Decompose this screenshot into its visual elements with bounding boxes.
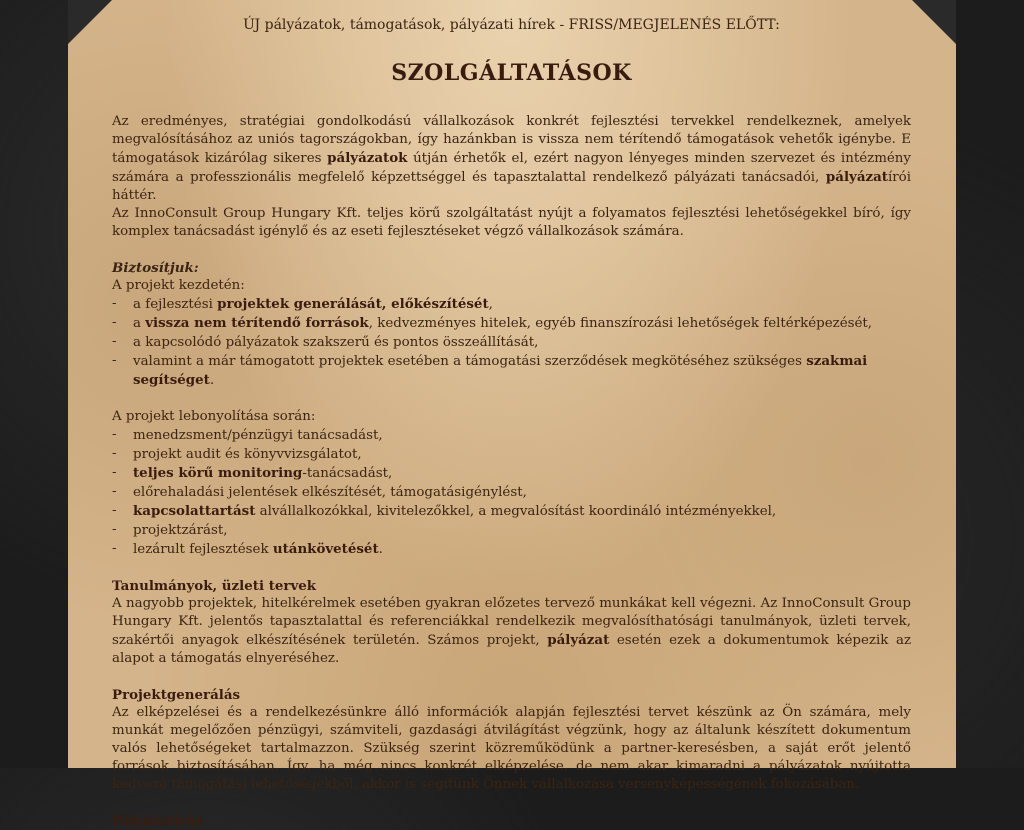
projektgeneralas-paragraph: Az elképzelései és a rendelkezésünkre álló információk alapján fejlesztési tervet készünk az Ön számára, mely munkát megelőzően pénzügyi, számviteli, gazdasági átvilágítást végzünk, hogy az általunk készített dokumentum valós lehetőségeket tartalmazzon. Szükség szerint közreműködünk a partner-keresésben, a saját erőt jelentő források biztosításában. Így, ha még nincs konkrét elképzelése, de nem akar kimaradni a pályázatok nyújtotta kedvező támogatási lehetőségekből, akkor is segítünk Önnek vállalkozása versenyképességének fokozásában. bbox=[112, 705, 911, 792]
list-item bbox=[112, 445, 911, 464]
project-start-label: A projekt kezdetén: bbox=[112, 278, 245, 293]
list-dash: - bbox=[112, 465, 117, 480]
list-item bbox=[112, 426, 911, 445]
list-item bbox=[112, 464, 911, 483]
list-item bbox=[112, 483, 911, 502]
list-dash: - bbox=[112, 484, 117, 499]
list-item-text: menedzsment/pénzügyi tanácsadást, bbox=[133, 428, 383, 443]
tanulmanyok-paragraph: A nagyobb projektek, hitelkérelmek esetében gyakran előzetes tervező munkákat kell végezni. Az InnoConsult Group Hungary Kft. jelentős tapasztalattal és referenciákkal rendelkezik megvalósíthatósági tanulmányok, üzleti tervek, szakértői anyagok elkészítésének területén. Számos projekt, pályázat esetén ezek a dokumentumok képezik az alapot a támogatás elnyeréséhez. bbox=[112, 596, 912, 666]
list-dash: - bbox=[112, 541, 117, 556]
project-during-label: A projekt lebonyolítása során: bbox=[112, 409, 316, 424]
list-item bbox=[112, 540, 911, 559]
list-dash: - bbox=[112, 427, 117, 442]
list-item-text: projektzárást, bbox=[133, 523, 228, 538]
list-item-text: a fejlesztési projektek generálását, előkészítését, bbox=[133, 296, 493, 312]
list-item bbox=[112, 295, 911, 314]
list-dash: - bbox=[112, 503, 117, 518]
list-item-text: lezárult fejlesztések utánkövetését. bbox=[133, 541, 383, 557]
list-item bbox=[112, 502, 911, 521]
list-item-text: kapcsolattartást alvállalkozókkal, kivitelezőkkel, a megvalósítást koordináló intézményekkel, bbox=[133, 503, 777, 519]
list-dash: - bbox=[112, 522, 117, 537]
list-dash: - bbox=[112, 334, 117, 349]
list-item bbox=[112, 521, 911, 540]
list-item-text: a vissza nem térítendő források, kedvezményes hitelek, egyéb finanszírozási lehetőségek feltérképezését, bbox=[133, 315, 873, 331]
list-item bbox=[112, 314, 911, 333]
list-item-text: előrehaladási jelentések elkészítését, támogatásigénylést, bbox=[133, 485, 527, 500]
list-item-text: teljes körű monitoring-tanácsadást, bbox=[133, 465, 393, 481]
project-start-list bbox=[112, 295, 911, 390]
list-dash: - bbox=[112, 315, 117, 330]
projektgeneralas-heading: Projektgenerálás bbox=[112, 687, 241, 703]
palyazatiras-heading: Pályázatírás bbox=[112, 813, 203, 829]
page-title: SZOLGÁLTATÁSOK bbox=[391, 60, 632, 86]
intro-paragraph-2: Az InnoConsult Group Hungary Kft. teljes körű szolgáltatást nyújt a folyamatos fejlesztési lehetőségekkel bíró, így komplex tanácsadást igénylő és az eseti fejlesztéseket végző vállalkozások számára. bbox=[112, 206, 911, 239]
biztositjuk-heading: Biztosítjuk: bbox=[112, 260, 199, 276]
list-item bbox=[112, 333, 911, 352]
list-dash: - bbox=[112, 446, 117, 461]
list-dash: - bbox=[112, 353, 117, 368]
list-dash: - bbox=[112, 296, 117, 311]
list-item-text: a kapcsolódó pályázatok szakszerű és pontos összeállítását, bbox=[133, 335, 539, 350]
list-item bbox=[112, 352, 911, 390]
intro-paragraph-1: Az eredményes, stratégiai gondolkodású vállalkozások konkrét fejlesztési tervekkel rendelkeznek, amelyek megvalósításához az uniós tagországokban, így hazánkban is vissza nem térítendő támogatások vehetők igénybe. E támogatások kizárólag sikeres pályázatok útján érhetők el, ezért nagyon lényeges minden szervezet és intézmény számára a professzionális megfelelő képzettséggel és tapasztalattal rendelkező pályázati tanácsadói, pályázatírói háttér. bbox=[112, 114, 912, 203]
project-during-list bbox=[112, 426, 911, 559]
tanulmanyok-heading: Tanulmányok, üzleti tervek bbox=[112, 578, 317, 594]
list-item-text: projekt audit és könyvvizsgálatot, bbox=[133, 447, 362, 462]
article-body bbox=[112, 113, 911, 830]
news-link[interactable]: ÚJ pályázatok, támogatások, pályázati hírek - FRISS/MEGJELENÉS ELŐTT: bbox=[243, 17, 780, 33]
list-item-text: valamint a már támogatott projektek esetében a támogatási szerződések megkötéséhez szükséges szakmai segítséget. bbox=[133, 353, 868, 388]
